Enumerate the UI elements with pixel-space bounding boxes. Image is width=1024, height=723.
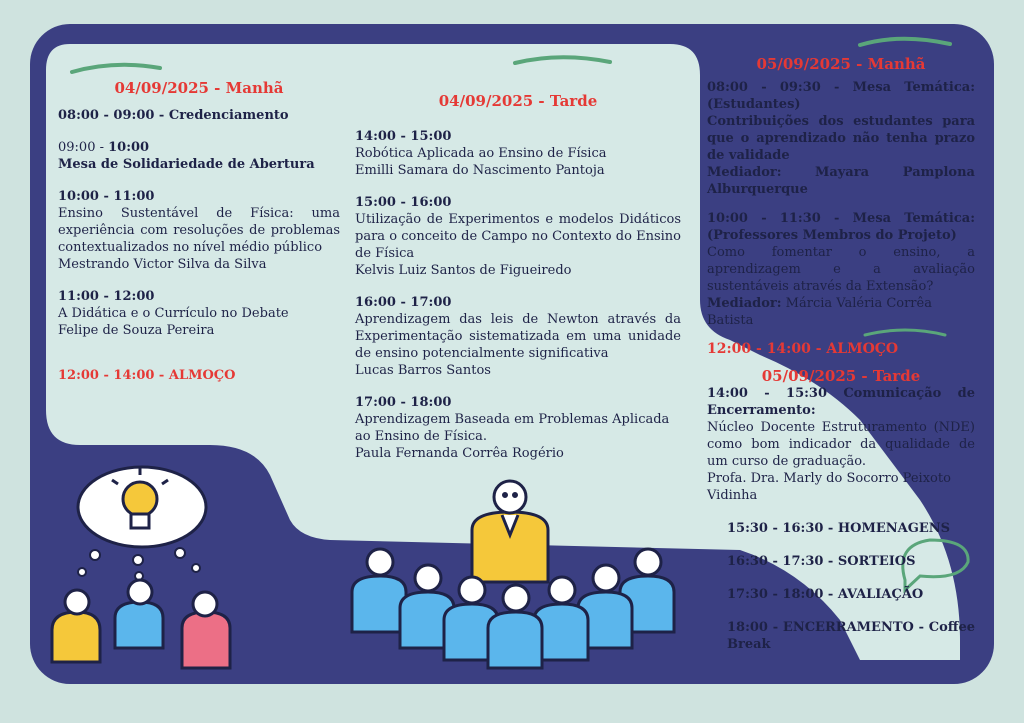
- column-1: [58, 80, 340, 384]
- slot-person: Mestrando Victor Silva da Silva: [58, 257, 267, 272]
- slot-person: Emilli Samara do Nascimento Pantoja: [355, 163, 605, 178]
- slot-time-start: 09:00 -: [58, 140, 109, 155]
- mesa-1-title: 08:00 - 09:30 - Mesa Temática: (Estudantes): [707, 80, 975, 112]
- slot-homenagens: 15:30 - 16:30 - HOMENAGENS: [727, 521, 951, 536]
- closing-talk-title: 14:00 - 15:30 Comunicação de Encerramento:: [707, 386, 975, 418]
- slot-time: [58, 139, 340, 156]
- slot-time: 16:00 - 17:00: [355, 295, 452, 310]
- mediator-label: Mediador:: [707, 296, 782, 311]
- mesa-2-text: Como fomentar o ensino, a aprendizagem e a avaliação sustentáveis através da Extensão?: [707, 245, 975, 294]
- slot-text: Aprendizagem Baseada em Problemas Aplicada ao Ensino de Física.: [355, 412, 670, 444]
- slot-credenciamento: 08:00 - 09:00 - Credenciamento: [58, 108, 289, 123]
- slot-time: 14:00 - 15:00: [355, 129, 452, 144]
- mediator-name: Márcia Valéria Corrêa Batista: [707, 296, 932, 328]
- heading-day1-afternoon: 04/09/2025 - Tarde: [438, 92, 598, 110]
- slot-text: Utilização de Experimentos e modelos Didáticos para o conceito de Campo no Contexto do Ensino de Física: [355, 212, 681, 261]
- slot-time: 10:00 - 11:00: [58, 189, 155, 204]
- mesa-1-text: Contribuições dos estudantes para que o aprendizado não tenha prazo de validade: [707, 114, 975, 163]
- slot-title: Mesa de Solidariedade de Abertura: [58, 157, 315, 172]
- mesa-2-mediator: [707, 295, 975, 329]
- heading-day2-afternoon: 05/09/2025 - Tarde: [761, 367, 921, 385]
- slot-text: Robótica Aplicada ao Ensino de Física: [355, 146, 607, 161]
- closing-talk-text: Núcleo Docente Estruturamento (NDE) como bom indicador da qualidade de um curso de graduação.: [707, 420, 975, 469]
- column-3: [707, 56, 975, 653]
- slot-person: Paula Fernanda Corrêa Rogério: [355, 446, 564, 461]
- closing-talk-person: Profa. Dra. Marly do Socorro Peixoto Vidinha: [707, 471, 951, 503]
- slot-sorteios: 16:30 - 17:30 - SORTEIOS: [727, 554, 916, 569]
- mediator-label: Mediador:: [707, 165, 782, 180]
- slot-avaliacao: 17:30 - 18:00 - AVALIAÇÃO: [727, 587, 924, 602]
- slot-time: 11:00 - 12:00: [58, 289, 155, 304]
- heading-day2-morning: 05/09/2025 - Manhã: [756, 55, 926, 73]
- slot-text: Ensino Sustentável de Física: uma experiência com resoluções de problemas contextualizados no nível médio público: [58, 206, 340, 255]
- slot-text: A Didática e o Currículo no Debate: [58, 306, 289, 321]
- mesa-2-title: 10:00 - 11:30 - Mesa Temática: (Professores Membros do Projeto): [707, 211, 975, 243]
- lunch-break-day2: 12:00 - 14:00 - ALMOÇO: [707, 341, 899, 357]
- slot-person: Kelvis Luiz Santos de Figueiredo: [355, 263, 572, 278]
- slot-person: Felipe de Souza Pereira: [58, 323, 215, 338]
- heading-day1-morning: 04/09/2025 - Manhã: [114, 79, 284, 97]
- slot-person: Lucas Barros Santos: [355, 363, 491, 378]
- slot-time: 15:00 - 16:00: [355, 195, 452, 210]
- mesa-1-mediator: [707, 164, 975, 198]
- slot-time: 17:00 - 18:00: [355, 395, 452, 410]
- slot-time-end: 10:00: [108, 140, 150, 155]
- lunch-break: 12:00 - 14:00 - ALMOÇO: [58, 368, 236, 383]
- mediator-name: Mayara Pamplona Alburquerque: [707, 165, 975, 197]
- slot-text: Aprendizagem das leis de Newton através da Experimentação sistematizada em uma unidade de ensino potencialmente significativa: [355, 312, 681, 361]
- slot-encerramento: 18:00 - ENCERRAMENTO - Coffee Break: [727, 620, 975, 652]
- column-2: [355, 93, 681, 462]
